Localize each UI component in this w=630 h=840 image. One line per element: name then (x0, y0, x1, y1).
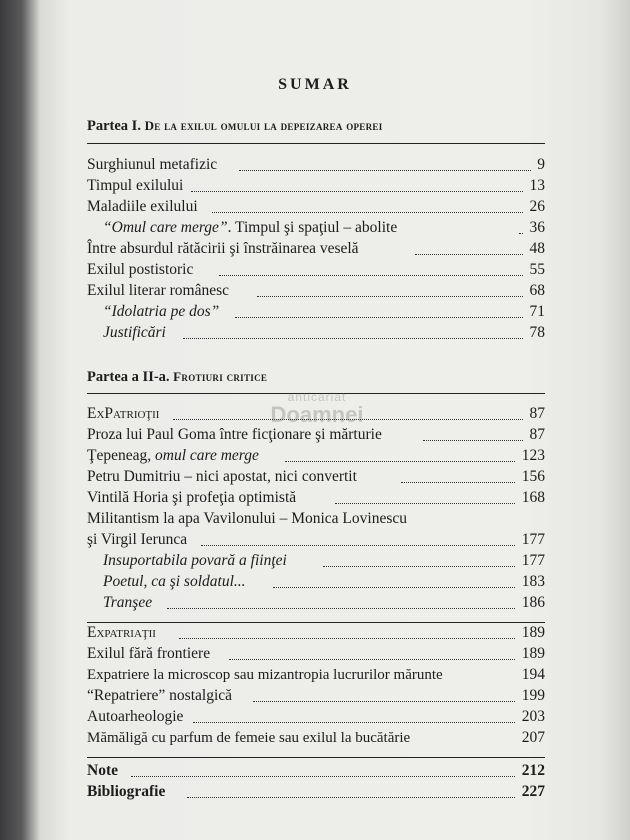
toc-entry[interactable] (87, 302, 545, 322)
dot-leader (253, 701, 515, 702)
toc-entry-title: şi Virgil Ierunca (87, 531, 188, 548)
toc-entry[interactable] (87, 686, 545, 706)
dot-leader (229, 659, 515, 660)
toc-entry-title-italic: “Omul care merge” (103, 219, 228, 236)
toc-entry-page: 227 (521, 783, 545, 800)
toc-entry-page: 13 (529, 177, 545, 194)
toc-entry[interactable] (87, 572, 545, 592)
toc-entry-title: Exilul literar românesc (87, 282, 230, 299)
toc-entry[interactable] (87, 425, 545, 445)
toc-entry[interactable] (87, 530, 545, 550)
toc-entry-page: 189 (521, 624, 545, 641)
toc-entry[interactable] (87, 239, 545, 259)
part-1-title: De la exilul omului la depeizarea operei (144, 118, 383, 133)
toc-entry-page: 199 (521, 687, 545, 704)
toc-entry-title (87, 218, 397, 238)
toc-entry-page: 123 (521, 447, 545, 464)
toc-entry-title: Expatriere la microscop sau mizantropia lucrurilor mărunte (87, 667, 443, 683)
dot-leader (235, 317, 523, 318)
toc-entry[interactable] (87, 644, 545, 664)
toc-entry-title-rest: Ţepeneag, (87, 447, 155, 464)
toc-entry[interactable] (87, 665, 545, 685)
toc-entry-title: Surghiunul metafizic (87, 156, 218, 173)
dot-leader (285, 461, 515, 462)
toc-entry[interactable] (87, 446, 545, 466)
section-rule (87, 757, 545, 758)
toc-entry-title: Insuportabila povară a fiinţei (103, 552, 287, 569)
toc-entry-title-italic: omul care merge (155, 447, 259, 464)
toc-entry-page: 194 (521, 666, 545, 683)
toc-entry[interactable] (87, 761, 545, 781)
toc-entry[interactable] (87, 197, 545, 217)
toc-entry-title: “Idolatria pe dos” (103, 303, 220, 320)
dot-leader (519, 233, 523, 234)
toc-entry-title: ExPatrioţii (87, 405, 160, 422)
toc-entry-title: Maladiile exilului (87, 198, 198, 215)
toc-entry-title: Exilul postistoric (87, 261, 194, 278)
toc-entry-page: 156 (521, 468, 545, 485)
toc-entry-title: Tranşee (103, 594, 153, 611)
toc-entry[interactable] (87, 155, 545, 175)
toc-entry-title: Bibliografie (87, 783, 166, 800)
toc-entry[interactable] (87, 176, 545, 196)
dot-leader (191, 191, 523, 192)
dot-leader (257, 296, 523, 297)
toc-entry-page: 189 (521, 645, 545, 662)
toc-entry-page: 183 (521, 573, 545, 590)
toc-entry-title-rest: . Timpul şi spaţiul – abolite (227, 219, 398, 236)
toc-entry-title: Vintilă Horia şi profeţia optimistă (87, 489, 297, 506)
dot-leader (193, 722, 515, 723)
toc-entry-page: 55 (529, 261, 545, 278)
toc-entry-page: 87 (529, 426, 545, 443)
toc-entry-page: 9 (537, 156, 545, 173)
dot-leader (131, 776, 515, 777)
toc-entry[interactable] (87, 782, 545, 802)
page-title: SUMAR (278, 76, 352, 93)
part-2-title: Frotiuri critice (173, 369, 268, 384)
toc-entry[interactable] (87, 509, 545, 529)
toc-entry-title: Militantism la apa Vavilonului – Monica Lovinescu (87, 510, 407, 527)
toc-entry-title (87, 446, 259, 466)
toc-entry-page: 48 (529, 240, 545, 257)
dot-leader (401, 482, 515, 483)
toc-entry-title: Exilul fără frontiere (87, 645, 211, 662)
dot-leader (415, 254, 523, 255)
toc-entry-page: 87 (529, 405, 545, 422)
toc-entry-title: Mămăligă cu parfum de femeie sau exilul la bucătărie (87, 730, 411, 746)
toc-entry-title: Proza lui Paul Goma între ficţionare şi mărturie (87, 426, 382, 443)
toc-entry[interactable] (87, 728, 545, 748)
toc-entry[interactable] (87, 281, 545, 301)
toc-entry-title: Justificări (103, 324, 166, 341)
toc-entry[interactable] (87, 707, 545, 727)
dot-leader (423, 440, 523, 441)
toc-entry[interactable] (87, 218, 545, 238)
watermark-line-2: Doamnei (270, 402, 364, 427)
toc-entry-title: Poetul, ca şi soldatul... (103, 573, 246, 590)
toc-entry[interactable] (87, 323, 545, 343)
toc-entry-title: “Repatriere” nostalgică (87, 687, 233, 704)
toc-entry-title: Note (87, 762, 118, 779)
toc-entry-title: Petru Dumitriu – nici apostat, nici convertit (87, 468, 357, 485)
dot-leader (273, 587, 515, 588)
toc-entry-page: 26 (529, 198, 545, 215)
toc-entry[interactable] (87, 467, 545, 487)
toc-entry-title: Expatriaţii (87, 624, 156, 641)
toc-entry-page: 36 (529, 219, 545, 236)
dot-leader (179, 638, 515, 639)
toc-entry[interactable] (87, 404, 545, 424)
dot-leader (219, 275, 523, 276)
toc-entry[interactable] (87, 551, 545, 571)
toc-entry[interactable] (87, 623, 545, 643)
toc-entry-page: 78 (529, 324, 545, 341)
dot-leader (212, 212, 523, 213)
toc-entry-page: 212 (521, 762, 545, 779)
dot-leader (323, 566, 515, 567)
toc-entry-page: 207 (521, 729, 545, 746)
toc-entry-title: Timpul exilului (87, 177, 184, 194)
toc-entry[interactable] (87, 260, 545, 280)
toc-entry-title: Autoarheologie (87, 708, 184, 725)
watermark-line-1: anticariat (287, 390, 347, 404)
dot-leader (173, 419, 523, 420)
toc-entry[interactable] (87, 593, 545, 613)
toc-entry-page: 68 (529, 282, 545, 299)
part-1-label: Partea I. (87, 118, 141, 134)
toc-entry-page: 168 (521, 489, 545, 506)
toc-entry-page: 71 (529, 303, 545, 320)
part-1-rule (87, 143, 545, 144)
toc-entry-page: 203 (521, 708, 545, 725)
dot-leader (239, 170, 531, 171)
dot-leader (335, 503, 515, 504)
dot-leader (187, 797, 515, 798)
toc-entry[interactable] (87, 488, 545, 508)
toc-entry-page: 177 (521, 531, 545, 548)
dot-leader (201, 545, 515, 546)
part-1-heading (87, 118, 383, 135)
part-2-label: Partea a II-a. (87, 369, 170, 385)
toc-entry-page: 186 (521, 594, 545, 611)
dot-leader (167, 608, 515, 609)
toc-entry-page: 177 (521, 552, 545, 569)
part-2-heading (87, 369, 267, 386)
toc-entry-title: Între absurdul rătăcirii şi înstrăinarea veselă (87, 240, 359, 257)
dot-leader (183, 338, 523, 339)
